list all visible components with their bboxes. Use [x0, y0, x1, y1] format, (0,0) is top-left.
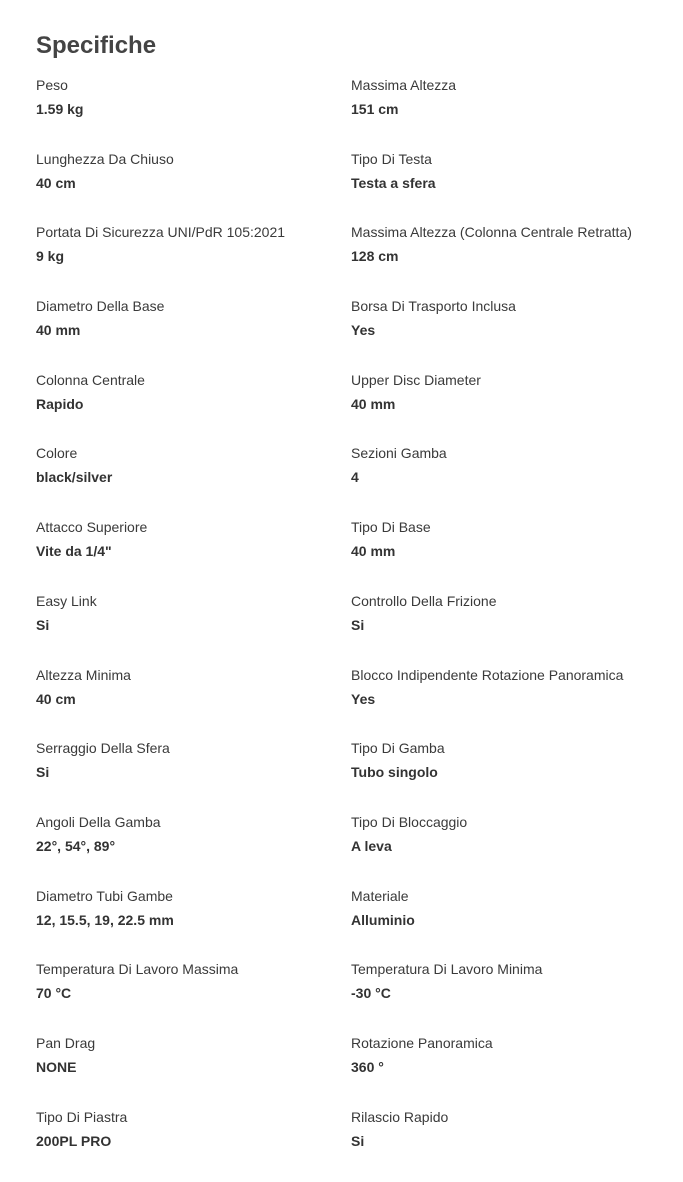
spec-value: 40 cm [36, 174, 76, 191]
spec-label: Tipo Di Gamba [351, 740, 445, 757]
spec-label: Easy Link [36, 592, 97, 609]
spec-label: Colore [36, 445, 78, 462]
spec-value: Tubo singolo [351, 764, 438, 781]
spec-label: Controllo Della Frizione [351, 592, 497, 609]
spec-value: Vite da 1/4" [36, 543, 112, 560]
specs-grid [36, 76, 676, 1181]
spec-label: Tipo Di Bloccaggio [351, 813, 468, 830]
spec-value: Si [351, 616, 365, 633]
spec-label: Angoli Della Gamba [36, 813, 161, 830]
spec-value: Alluminio [351, 911, 415, 928]
spec-item-tipo-di-testa [351, 150, 676, 224]
spec-label: Massima Altezza (Colonna Centrale Retratta) [351, 224, 632, 241]
spec-label: Sezioni Gamba [351, 445, 447, 462]
spec-label: Upper Disc Diameter [351, 371, 481, 388]
spec-value: A leva [351, 837, 392, 854]
spec-label: Colonna Centrale [36, 371, 145, 388]
spec-item-peso [36, 76, 351, 150]
spec-item-tipo-di-gamba [351, 739, 676, 813]
spec-item-tipo-di-piastra [36, 1108, 351, 1182]
spec-value: 151 cm [351, 101, 399, 117]
spec-value: 40 mm [351, 395, 396, 412]
spec-item-massima-altezza-colonna-retratta [351, 223, 676, 297]
spec-label: Borsa Di Trasporto Inclusa [351, 298, 516, 315]
spec-label: Tipo Di Piastra [36, 1108, 128, 1125]
spec-label: Portata Di Sicurezza UNI/PdR 105:2021 [36, 224, 286, 241]
spec-value: 22°, 54°, 89° [36, 837, 116, 854]
spec-label: Lunghezza Da Chiuso [36, 150, 174, 167]
spec-label: Diametro Della Base [36, 298, 165, 315]
spec-item-colonna-centrale [36, 371, 351, 445]
spec-label: Tipo Di Testa [351, 150, 432, 167]
spec-label: Serraggio Della Sfera [36, 740, 170, 757]
spec-item-lunghezza-da-chiuso [36, 150, 351, 224]
spec-item-altezza-minima [36, 666, 351, 740]
spec-item-rilascio-rapido [351, 1108, 676, 1182]
spec-value: NONE [36, 1058, 77, 1075]
spec-value: Si [351, 1132, 365, 1149]
spec-label: Rotazione Panoramica [351, 1034, 493, 1051]
spec-value: 12, 15.5, 19, 22.5 mm [36, 911, 174, 928]
spec-item-massima-altezza [351, 76, 676, 150]
spec-value: Yes [351, 322, 376, 339]
spec-item-temperatura-minima [351, 960, 676, 1034]
spec-label: Temperatura Di Lavoro Minima [351, 961, 543, 978]
spec-item-portata-di-sicurezza [36, 223, 351, 297]
spec-value: Yes [351, 690, 376, 707]
spec-value: 360 ° [351, 1058, 384, 1075]
spec-item-attacco-superiore [36, 518, 351, 592]
spec-value: 1.59 kg [36, 101, 84, 117]
spec-item-diametro-tubi-gambe [36, 887, 351, 961]
spec-value: 40 cm [36, 690, 76, 707]
spec-value: 128 cm [351, 248, 399, 265]
spec-item-angoli-della-gamba [36, 813, 351, 887]
spec-item-diametro-della-base [36, 297, 351, 371]
spec-item-controllo-della-frizione [351, 592, 676, 666]
spec-value: 40 mm [36, 322, 81, 339]
spec-value: Testa a sfera [351, 174, 436, 191]
spec-value: Rapido [36, 395, 84, 412]
spec-item-colore [36, 444, 351, 518]
spec-item-temperatura-massima [36, 960, 351, 1034]
spec-item-materiale [351, 887, 676, 961]
spec-label: Diametro Tubi Gambe [36, 887, 173, 904]
spec-label: Materiale [351, 887, 409, 904]
spec-value: Si [36, 616, 50, 633]
spec-item-borsa-di-trasporto [351, 297, 676, 371]
spec-label: Attacco Superiore [36, 519, 148, 536]
spec-value: 40 mm [351, 543, 396, 560]
spec-label: Peso [36, 77, 68, 93]
spec-item-tipo-di-base [351, 518, 676, 592]
spec-item-upper-disc-diameter [351, 371, 676, 445]
spec-value: 4 [351, 469, 359, 486]
spec-label: Altezza Minima [36, 666, 131, 683]
spec-value: 200PL PRO [36, 1132, 112, 1149]
spec-item-serraggio-della-sfera [36, 739, 351, 813]
spec-item-sezioni-gamba [351, 444, 676, 518]
spec-label: Blocco Indipendente Rotazione Panoramica [351, 666, 624, 683]
spec-value: 70 °C [36, 985, 72, 1002]
spec-label: Tipo Di Base [351, 519, 431, 536]
spec-value: black/silver [36, 469, 113, 486]
section-title: Specifiche [36, 32, 157, 59]
spec-item-tipo-di-bloccaggio [351, 813, 676, 887]
spec-item-pan-drag [36, 1034, 351, 1108]
spec-item-rotazione-panoramica [351, 1034, 676, 1108]
spec-value: Si [36, 764, 50, 781]
spec-item-easy-link [36, 592, 351, 666]
spec-label: Pan Drag [36, 1034, 96, 1051]
spec-value: -30 °C [351, 985, 391, 1002]
spec-label: Massima Altezza [351, 77, 457, 93]
spec-label: Temperatura Di Lavoro Massima [36, 961, 239, 978]
spec-item-blocco-rotazione-panoramica [351, 666, 676, 740]
spec-value: 9 kg [36, 248, 65, 265]
spec-label: Rilascio Rapido [351, 1108, 449, 1125]
